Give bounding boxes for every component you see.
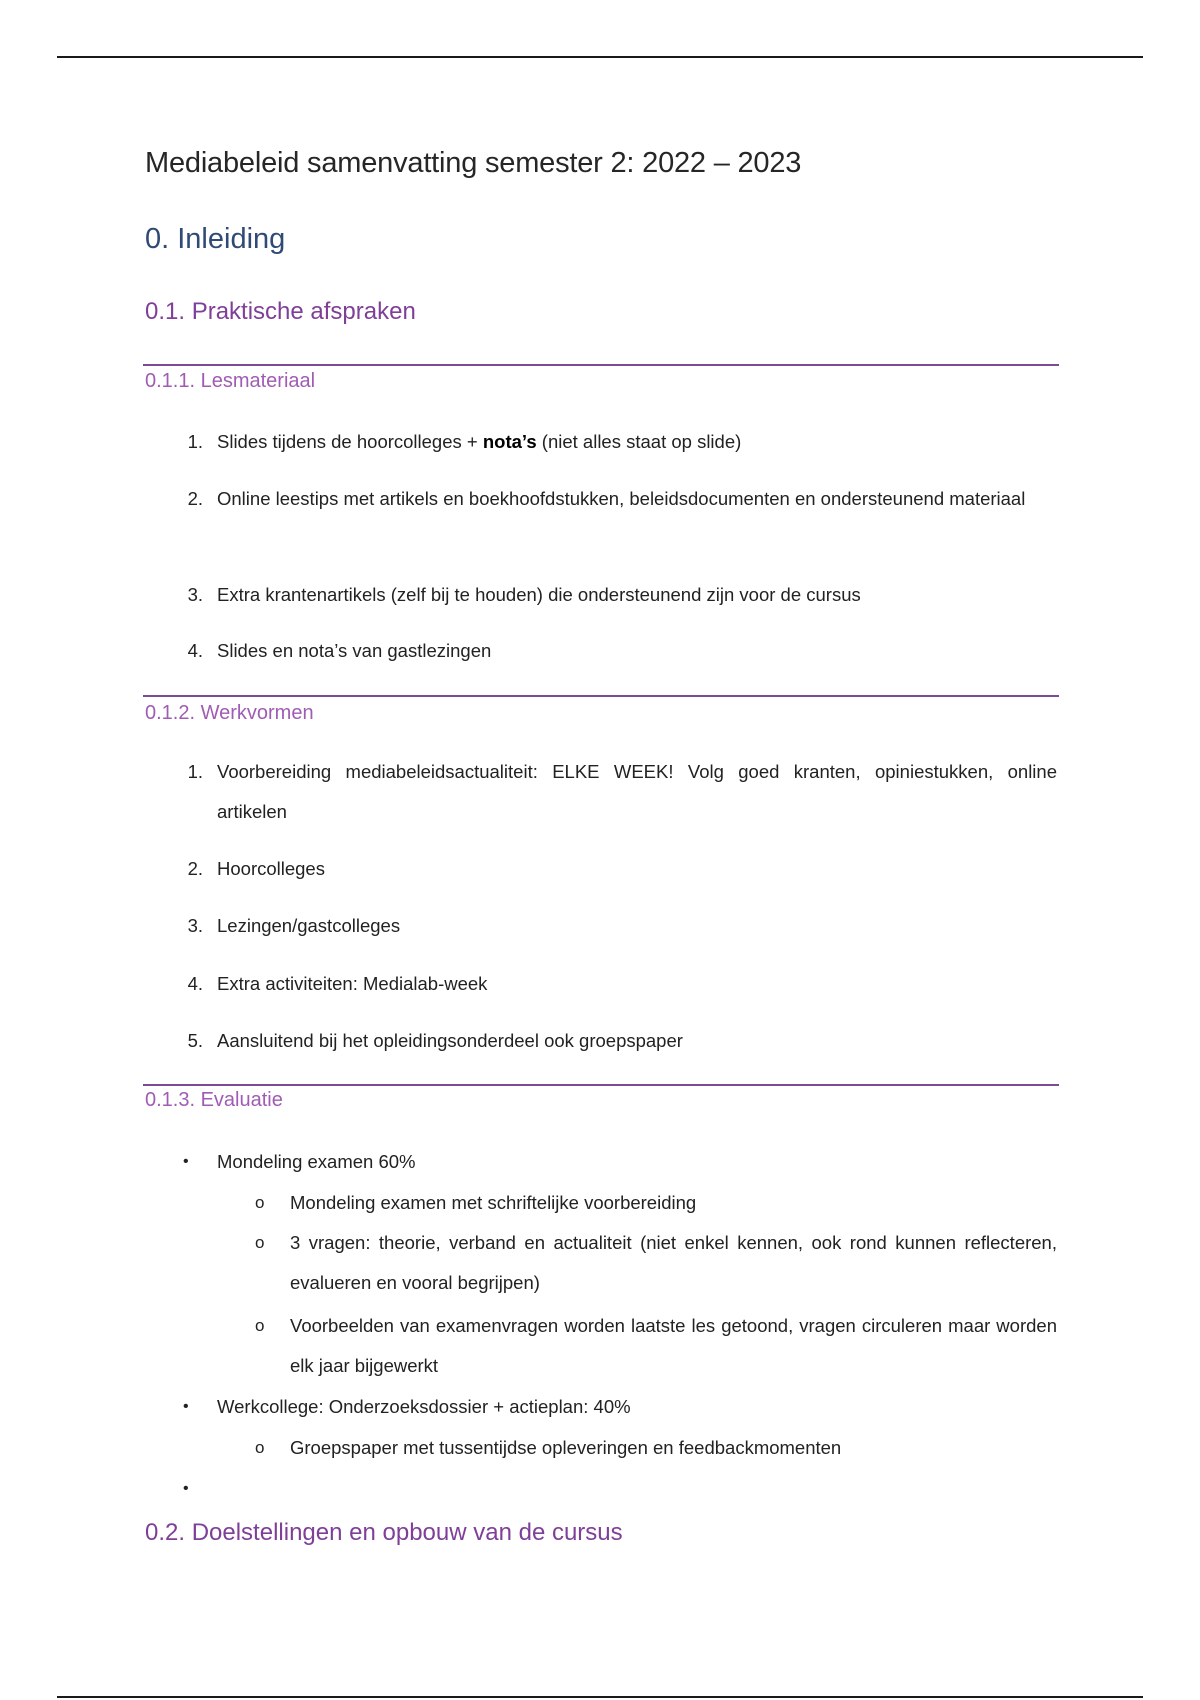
list-item-text: Online leestips met artikels en boekhoofdstukken, beleidsdocumenten en ondersteunend materiaal: [217, 488, 1026, 509]
subsection-rule: [143, 695, 1059, 697]
list-number: 3.: [187, 915, 203, 936]
subsection-heading-evaluatie: 0.1.3. Evaluatie: [145, 1089, 283, 1111]
subsection-rule: [143, 1084, 1059, 1086]
list-item-text: Lezingen/gastcolleges: [217, 915, 401, 936]
bullet-glyph: •: [183, 1153, 189, 1170]
page-bottom-rule: [57, 1696, 1143, 1698]
sub-bullet-text: 3 vragen: theorie, verband en actualiteit (niet enkel kennen, ook rond kunnen reflecteren, evalueren en vooral begrijpen): [290, 1232, 1057, 1293]
bullet-glyph: •: [183, 1398, 189, 1415]
subsection-heading-werkvormen: 0.1.2. Werkvormen: [145, 702, 314, 724]
sub-bullet-glyph: o: [255, 1233, 265, 1252]
list-item-text: Aansluitend bij het opleidingsonderdeel ook groepspaper: [217, 1030, 683, 1051]
sub-bullet-glyph: o: [255, 1316, 265, 1335]
sub-bullet-text: Voorbeelden van examenvragen worden laatste les getoond, vragen circuleren maar worden elk jaar bijgewerkt: [290, 1315, 1057, 1376]
sub-bullet-text: Groepspaper met tussentijdse opleveringen en feedbackmomenten: [290, 1437, 842, 1458]
sub-bullet-text: Mondeling examen met schriftelijke voorbereiding: [290, 1192, 697, 1213]
list-number: 1.: [187, 431, 203, 452]
bullet-glyph: •: [183, 1480, 189, 1497]
bold-text: nota’s: [482, 431, 537, 452]
page-top-rule: [57, 56, 1143, 58]
list-item-text: Slides en nota’s van gastlezingen: [217, 640, 492, 661]
chapter-heading: 0. Inleiding: [145, 223, 286, 255]
subsection-rule: [143, 364, 1059, 366]
list-number: 4.: [187, 640, 203, 661]
list-item-text: Extra activiteiten: Medialab-week: [217, 973, 488, 994]
list-number: 2.: [187, 858, 203, 879]
list-item-text: Slides tijdens de hoorcolleges + nota’s (niet alles staat op slide): [217, 431, 742, 452]
bullet-item-text: Mondeling examen 60%: [217, 1151, 416, 1172]
list-item-text: Extra krantenartikels (zelf bij te houden) die ondersteunend zijn voor de cursus: [217, 584, 861, 605]
list-number: 2.: [187, 488, 203, 509]
bullet-item-text: Werkcollege: Onderzoeksdossier + actieplan: 40%: [217, 1396, 631, 1417]
document-title: Mediabeleid samenvatting semester 2: 2022 – 2023: [145, 147, 802, 179]
sub-bullet-glyph: o: [255, 1438, 265, 1457]
subsection-heading-lesmateriaal: 0.1.1. Lesmateriaal: [145, 370, 316, 392]
list-number: 5.: [187, 1030, 203, 1051]
list-item-text: Hoorcolleges: [217, 858, 325, 879]
list-item-text: Voorbereiding mediabeleidsactualiteit: ELKE WEEK! Volg goed kranten, opiniestukken, online artikelen: [217, 761, 1057, 822]
list-number: 1.: [187, 761, 203, 782]
section-heading-doelstellingen: 0.2. Doelstellingen en opbouw van de cursus: [145, 1519, 623, 1546]
sub-bullet-glyph: o: [255, 1193, 265, 1212]
list-number: 4.: [187, 973, 203, 994]
list-number: 3.: [187, 584, 203, 605]
section-heading-praktische-afspraken: 0.1. Praktische afspraken: [145, 298, 416, 325]
